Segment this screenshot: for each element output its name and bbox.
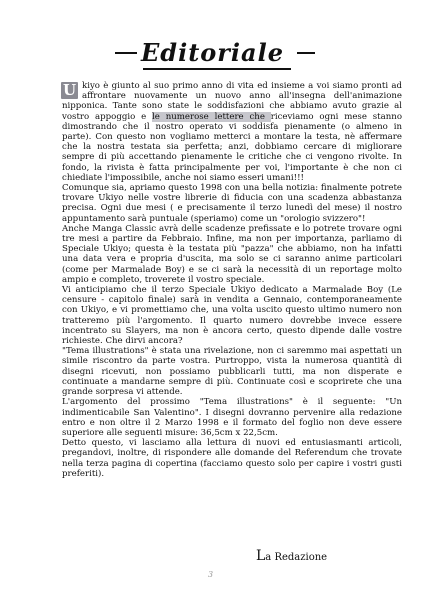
paragraph-4: Vi anticipiamo che il terzo Speciale Ukiyo dedicato a Marmalade Boy (Le censure - capitolo finale) sarà in vendita a Gennaio, contemporaneamente con Ukiyo, e vi promettiamo che, una volta uscito questo ultimo numero non tratteremo più l'argomento. Il quarto numero dovrebbe invece essere incentrato su Slayers, ma non è ancora certo, questo dipende dalle vostre richieste. Che dirvi ancora?: [62, 285, 402, 347]
signature: [256, 548, 327, 564]
editorial-body: [62, 81, 402, 479]
title-rule-left: [115, 52, 137, 54]
paragraph-2: Comunque sia, apriamo questo 1998 con una bella notizia: finalmente potrete trovare Ukiyo nelle vostre librerie di fiducia con una scadenza abbastanza precisa. Ogni due mesi ( e precisamente il terzo lunedì del mese) il nostro appuntamento sarà puntuale (speriamo) come un "orologio svizzero"!: [62, 183, 402, 224]
paragraph-5: "Tema illustrations" è stata una rivelazione, non ci saremmo mai aspettati un simile riscontro da parte vostra. Purtroppo, vista la numerosa quantità di disegni ricevuti, non possiamo pubblicarli tutti, ma non disperate e continuate a mandarne sempre di più. Continuate così e scoprirete che una grande sorpresa vi attende.: [62, 346, 402, 398]
signature-initial: L: [256, 548, 266, 564]
paragraph-1: [62, 81, 402, 183]
paragraph-3: Anche Manga Classic avrà delle scadenze prefissate e lo potrete trovare ogni tre mesi a partire da Febbraio. Infine, ma non per importanza, parliamo di Speciale Ukiyo; questa è la testata più "pazza" che abbiamo, non ha infatti una data vera e propria d'uscita, ma solo se ci saranno anime particolari (come per Marmalade Boy) e se ci sarà la necessità di un reportage molto ampio e completo, troverete il vostro speciale.: [62, 223, 402, 285]
title-rule-right: [297, 52, 315, 54]
highlighted-text: le numerose lettere che: [152, 111, 271, 122]
page-number: 3: [208, 570, 214, 579]
page-title: Editoriale: [141, 38, 284, 67]
paragraph-6: L'argomento del prossimo "Tema illustrations" è il seguente: "Un indimenticabile San Valentino". I disegni dovranno pervenire alla redazione entro e non oltre il 2 Marzo 1998 e il formato del foglio non deve essere superiore alle seguenti misure: 36,5cm x 22,5cm.: [62, 397, 402, 438]
paragraph-1-rest: riceviamo ogni mese stanno dimostrando che il nostro operato vi soddisfa pienamente (o almeno in parte). Con questo non vogliamo metterci a montare la testa, nè affermare che la nostra testata sia perfetta; anzi, dobbiamo cercare di migliorare sempre di più accettando pienamente le critiche che ci vengono rivolte. In fondo, la rivista è fatta principalmente per voi, l'importante è che non ci chiediate l'impossibile, anche noi siamo esseri umani!!!: [62, 111, 402, 183]
editorial-heading: [115, 22, 315, 74]
drop-cap: U: [62, 81, 77, 99]
paragraph-7: Detto questo, vi lasciamo alla lettura di nuovi ed entusiasmanti articoli, pregandovi, inoltre, di rispondere alle domande del Referendum che trovate nella terza pagina di copertina (facciamo questo solo per capire i vostri gusti preferiti).: [62, 438, 402, 479]
signature-text: a Redazione: [265, 552, 328, 563]
title-underline: [143, 68, 291, 70]
paragraph-1-text: kiyo è giunto al suo primo anno di vita ed insieme a voi siamo pronti ad affrontare nuovamente un nuovo anno all'insegna dell'animazione nipponica. Tante sono state le soddisfazioni che abbiamo avuto grazie al vostro appoggio e: [62, 81, 402, 122]
